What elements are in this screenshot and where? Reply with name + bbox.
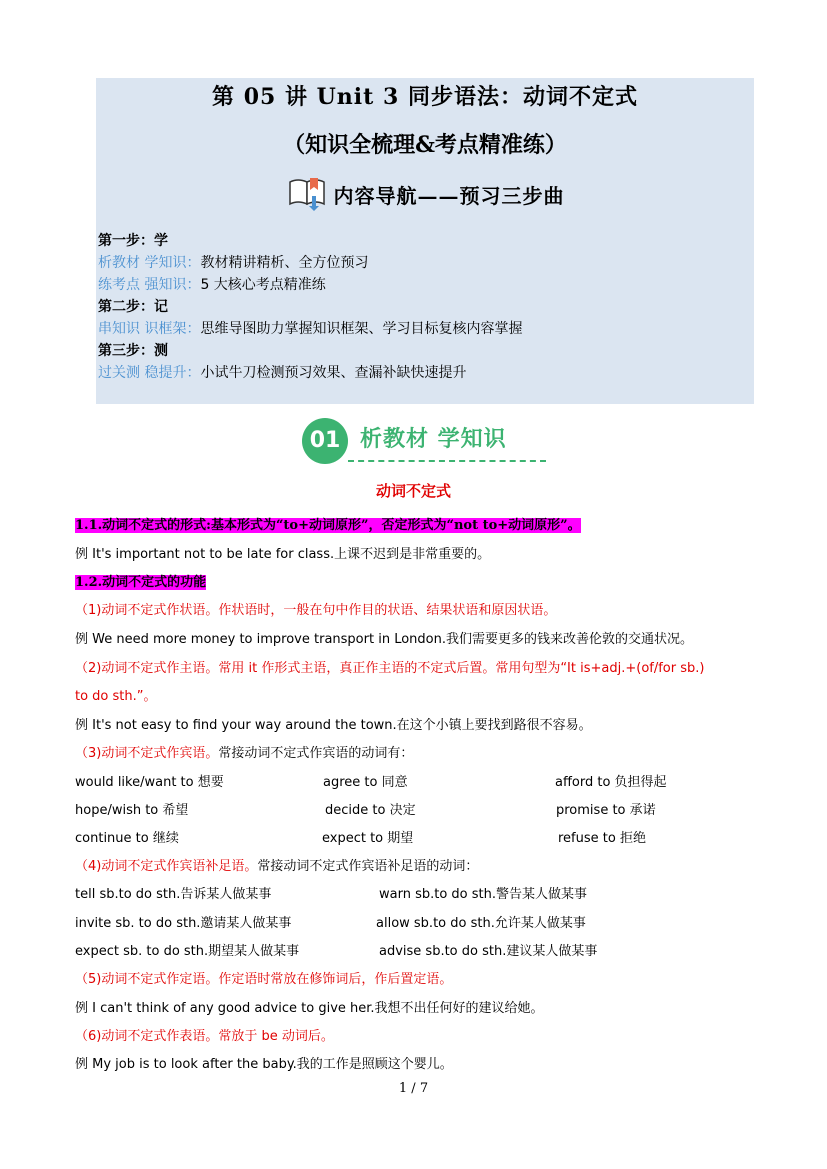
verb-item: tell sb.to do sth.告诉某人做某事 (75, 887, 272, 902)
example-5: 例 My job is to look after the baby.我的工作是照顾这个婴儿。 (75, 1057, 453, 1072)
verb-item: afford to 负担得起 (555, 775, 667, 790)
verb-item: would like/want to 想要 (75, 775, 224, 790)
example-2: 例 We need more money to improve transport in London.我们需要更多的钱来改善伦敦的交通状况。 (75, 632, 693, 647)
verb-item: invite sb. to do sth.邀请某人做某事 (75, 916, 292, 931)
function-3: （3)动词不定式作宾语。常接动词不定式作宾语的动词有： (75, 746, 414, 761)
nav-heading (96, 174, 754, 214)
banner-text: 析教材 学知识 (360, 427, 507, 452)
step-item: 析教材 学知识：教材精讲精析、全方位预习 (98, 255, 369, 271)
banner-divider (348, 460, 546, 462)
heading-function: 1.2.动词不定式的功能 (75, 575, 207, 590)
verb-item: hope/wish to 希望 (75, 803, 189, 818)
book-icon (286, 172, 330, 216)
verb-item: advise sb.to do sth.建议某人做某事 (379, 944, 598, 959)
banner-number: 01 (302, 418, 348, 464)
verb-item: continue to 继续 (75, 831, 179, 846)
section-banner (296, 414, 552, 466)
verb-item: refuse to 拒绝 (558, 831, 646, 846)
section-title: 动词不定式 (375, 482, 451, 500)
step-item: 串知识 识框架：思维导图助力掌握知识框架、学习目标复核内容掌握 (98, 321, 523, 337)
function-6: （6)动词不定式作表语。常放于 be 动词后。 (75, 1029, 334, 1044)
verb-item: promise to 承诺 (556, 803, 656, 818)
verb-item: expect to 期望 (322, 831, 414, 846)
function-2b: to do sth.”。 (75, 689, 157, 704)
verb-item: allow sb.to do sth.允许某人做某事 (376, 916, 586, 931)
page-number: 1 / 7 (398, 1081, 429, 1096)
page-subtitle: （知识全梳理&考点精准练） (283, 132, 567, 158)
function-4: （4)动词不定式作宾语补足语。常接动词不定式作宾语补足语的动词： (75, 859, 479, 874)
verb-item: warn sb.to do sth.警告某人做某事 (379, 887, 588, 902)
verb-item: expect sb. to do sth.期望某人做某事 (75, 944, 300, 959)
step-item: 过关测 稳提升：小试牛刀检测预习效果、查漏补缺快速提升 (98, 365, 467, 381)
nav-title: 内容导航——预习三步曲 (333, 183, 565, 208)
verb-item: agree to 同意 (323, 775, 408, 790)
step-title-1: 第一步：学 (98, 233, 168, 249)
step-title-2: 第二步：记 (98, 299, 168, 315)
verb-item: decide to 决定 (325, 803, 416, 818)
function-5: （5)动词不定式作定语。作定语时常放在修饰词后，作后置定语。 (75, 972, 453, 987)
example-3: 例 It's not easy to find your way around the town.在这个小镇上要找到路很不容易。 (75, 718, 592, 733)
page-title: 第 05 讲 Unit 3 同步语法：动词不定式 (212, 84, 638, 110)
step-item: 练考点 强知识：5 大核心考点精准练 (98, 277, 326, 293)
steps-list (98, 230, 522, 384)
example-4: 例 I can't think of any good advice to give her.我想不出任何好的建议给她。 (75, 1001, 544, 1016)
heading-form: 1.1.动词不定式的形式:基本形式为“to+动词原形”，否定形式为“not to+动词原形”。 (75, 518, 581, 533)
example-1: 例 It's important not to be late for class.上课不迟到是非常重要的。 (75, 547, 491, 562)
function-1: （1)动词不定式作状语。作状语时，一般在句中作目的状语、结果状语和原因状语。 (75, 603, 557, 618)
function-2a: （2)动词不定式作主语。常用 it 作形式主语，真正作主语的不定式后置。常用句型为“It is+adj.+(of/for sb.) (75, 661, 705, 676)
step-title-3: 第三步：测 (98, 343, 168, 359)
